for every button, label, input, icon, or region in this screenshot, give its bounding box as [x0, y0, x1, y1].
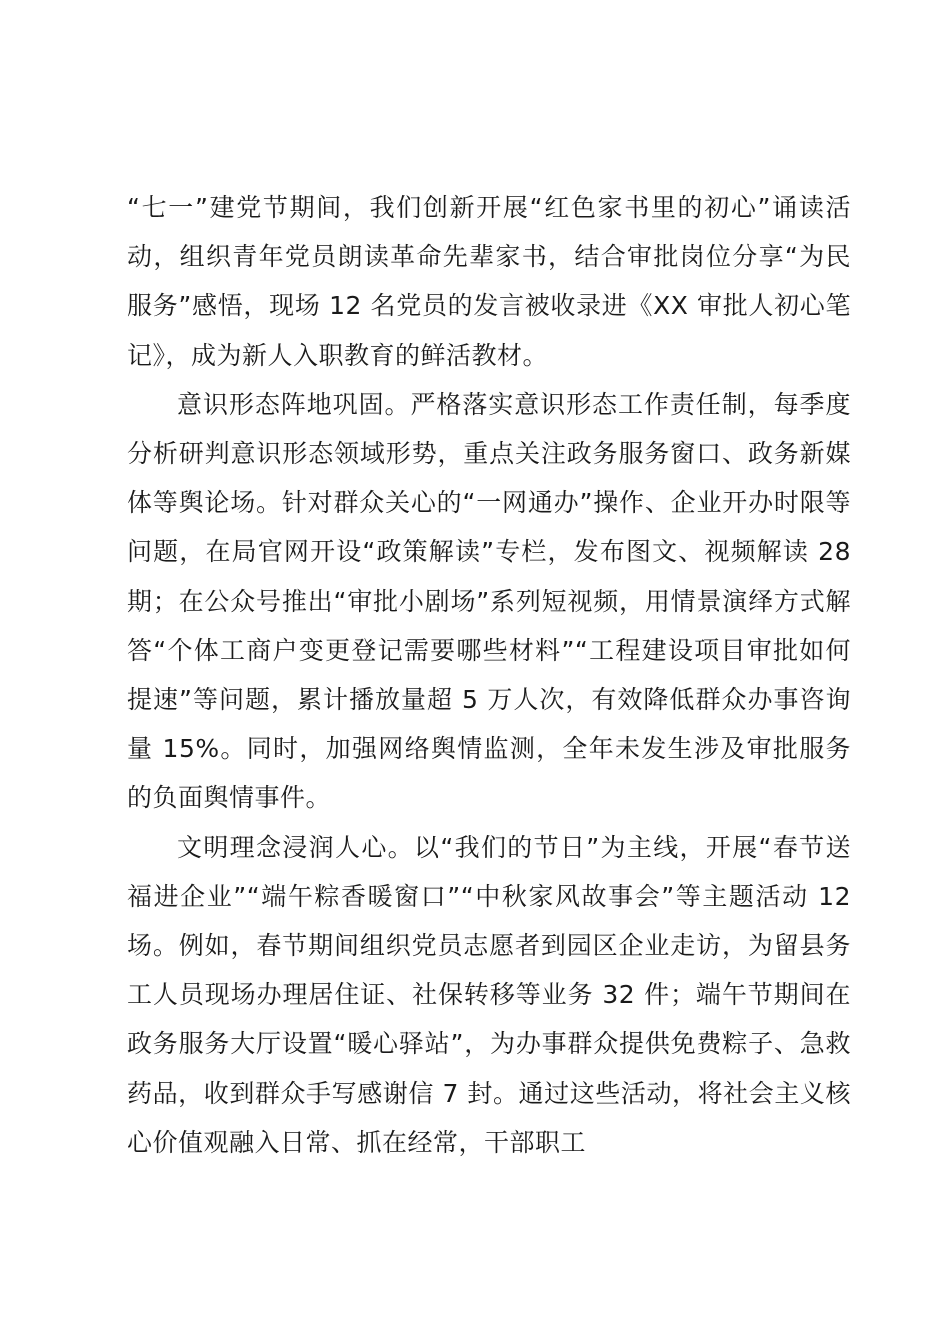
paragraph-continuation: “七一”建党节期间，我们创新开展“红色家书里的初心”诵读活动，组织青年党员朗读革命先辈家书，结合审批岗位分享“为民服务”感悟，现场 12 名党员的发言被收录进《XX 审批人初心笔记》，成为新人入职教育的鲜活教材。 [127, 193, 851, 370]
document-body [127, 183, 851, 1167]
paragraph-civilization: 文明理念浸润人心。以“我们的节日”为主线，开展“春节送福进企业”“端午粽香暖窗口”“中秋家风故事会”等主题活动 12 场。例如，春节期间组织党员志愿者到园区企业走访，为留县务工人员现场办理居住证、社保转移等业务 32 件；端午节期间在政务服务大厅设置“暖心驿站”，为办事群众提供免费粽子、急救药品，收到群众手写感谢信 7 封。通过这些活动，将社会主义核心价值观融入日常、抓在经常，干部职工 [127, 832, 851, 1157]
paragraph-ideology: 意识形态阵地巩固。严格落实意识形态工作责任制，每季度分析研判意识形态领域形势，重点关注政务服务窗口、政务新媒体等舆论场。针对群众关心的“一网通办”操作、企业开办时限等问题，在局官网开设“政策解读”专栏，发布图文、视频解读 28 期；在公众号推出“审批小剧场”系列短视频，用情景演绎方式解答“个体工商户变更登记需要哪些材料”“工程建设项目审批如何提速”等问题，累计播放量超 5 万人次，有效降低群众办事咨询量 15%。同时，加强网络舆情监测，全年未发生涉及审批服务的负面舆情事件。 [127, 389, 851, 813]
